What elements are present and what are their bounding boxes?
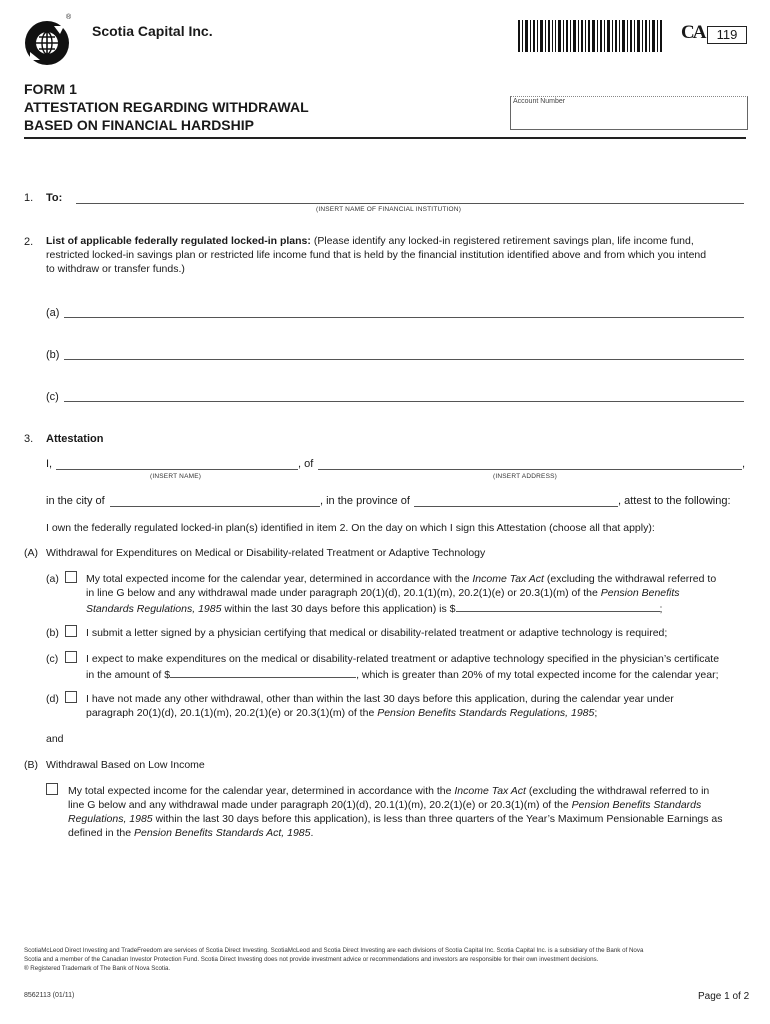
s2-text-1: (Please identify any locked-in registered retirement savings plan, life income fund, bbox=[313, 235, 694, 247]
page-number: Page 1 of 2 bbox=[698, 991, 750, 1002]
footer-line-1: ScotiaMcLeod Direct Investing and TradeFreedom are services of Scotia Direct Investing. ScotiaMcLeod and Scotia Direct Investing are each divisions of Scotia Capital Inc. Scotia Capital Inc. is a subsidiary of the Bank of Nova bbox=[24, 947, 644, 954]
title-line-1: FORM 1 bbox=[24, 81, 77, 97]
registered-mark: ® bbox=[66, 14, 72, 21]
and-text: and bbox=[46, 733, 64, 745]
s2-text-3: to withdraw or transfer funds.) bbox=[46, 263, 185, 275]
low-income-l2-italic: Pension Benefits Standards bbox=[571, 799, 702, 811]
option-b-text: I submit a letter signed by a physician certifying that medical or disability-related treatment or adaptive technology is required; bbox=[86, 627, 668, 639]
low-income-l3-italic: Regulations, 1985 bbox=[68, 813, 153, 825]
low-income-l4-italic: Pension Benefits Standards Act, 1985 bbox=[133, 827, 311, 839]
s2-heading: List of applicable federally regulated locked-in plans: bbox=[46, 235, 311, 247]
name-field[interactable] bbox=[56, 469, 298, 470]
option-a-l3-post: within the last 30 days before this application) is $ bbox=[224, 603, 456, 615]
form-code-prefix: CA bbox=[681, 22, 705, 43]
footer-disclaimer bbox=[24, 946, 643, 973]
option-a-l2-italic: Pension Benefits bbox=[600, 587, 680, 599]
own-plans-text: I own the federally regulated locked-in plan(s) identified in item 2. On the day on which I sign this Attestation (choose all that apply): bbox=[46, 522, 655, 534]
option-d-text bbox=[86, 692, 674, 720]
option-d-l2-end: ; bbox=[594, 707, 598, 719]
account-number-field[interactable] bbox=[510, 96, 748, 130]
income-amount-field[interactable] bbox=[456, 600, 660, 612]
barcode bbox=[518, 20, 664, 52]
option-b-label: (b) bbox=[46, 627, 59, 639]
option-c-l1: I expect to make expenditures on the medical or disability-related treatment or adaptive technology specified in the physician’s certificate bbox=[86, 653, 720, 665]
option-b-checkbox[interactable] bbox=[65, 625, 77, 637]
s2-text-2: restricted locked-in savings plan or restricted life income fund that is held by the financial institution identified above and from which you intend bbox=[46, 249, 707, 261]
attest-comma: , bbox=[742, 458, 746, 470]
option-c-l2-post: , which is greater than 20% of my total expected income for the calendar year; bbox=[356, 669, 719, 681]
insert-name-caption: (INSERT NAME) bbox=[150, 473, 202, 480]
plan-a-label: (a) bbox=[46, 307, 60, 319]
low-income-l4-pre: defined in the bbox=[68, 827, 132, 839]
footer-line-3: ® Registered Trademark of The Bank of Nova Scotia. bbox=[24, 965, 171, 972]
option-d-label: (d) bbox=[46, 693, 59, 705]
account-number-label: Account Number bbox=[513, 98, 566, 105]
option-a-l2-pre: in line G below and any withdrawal made under paragraph 20(1)(d), 20.1(1)(m), 20.2(1)(e) or 20.3(1)(m) of the bbox=[86, 587, 598, 599]
plan-a-field[interactable] bbox=[64, 317, 744, 318]
city-label: in the city of bbox=[46, 495, 105, 507]
insert-address-caption: (INSERT ADDRESS) bbox=[493, 473, 558, 480]
institution-name-field[interactable] bbox=[76, 203, 744, 204]
s1-number: 1. bbox=[24, 192, 34, 204]
s3-label: Attestation bbox=[46, 433, 104, 445]
city-field[interactable] bbox=[110, 506, 320, 507]
low-income-l1-pre: My total expected income for the calendar year, determined in accordance with the bbox=[68, 785, 452, 797]
low-income-l4-end: . bbox=[310, 827, 314, 839]
company-name: Scotia Capital Inc. bbox=[92, 23, 213, 39]
option-d-l2-italic: Pension Benefits Standards Regulations, 1985 bbox=[377, 707, 595, 719]
option-c-label: (c) bbox=[46, 653, 59, 665]
s2-text bbox=[46, 234, 751, 276]
part-a-heading: Withdrawal for Expenditures on Medical or Disability-related Treatment or Adaptive Technology bbox=[46, 547, 486, 559]
attest-following: , attest to the following: bbox=[618, 495, 731, 507]
form-id: 8562113 (01/11) bbox=[24, 992, 75, 999]
s1-label: To: bbox=[46, 192, 63, 204]
form-code-number: 119 bbox=[707, 26, 747, 44]
option-c-l2-pre: in the amount of $ bbox=[86, 669, 171, 681]
low-income-checkbox[interactable] bbox=[46, 783, 58, 795]
s2-number: 2. bbox=[24, 236, 34, 248]
institution-name-caption: (INSERT NAME OF FINANCIAL INSTITUTION) bbox=[316, 206, 462, 213]
attest-i: I, bbox=[46, 458, 53, 470]
low-income-text bbox=[68, 784, 723, 840]
part-a-label: (A) bbox=[24, 547, 38, 559]
province-field[interactable] bbox=[414, 506, 618, 507]
plan-b-label: (b) bbox=[46, 349, 60, 361]
title-line-2: ATTESTATION REGARDING WITHDRAWAL bbox=[24, 99, 309, 115]
address-field[interactable] bbox=[318, 469, 742, 470]
option-d-l1: I have not made any other withdrawal, other than within the last 30 days before this application, during the calendar year under bbox=[86, 693, 674, 705]
part-b-heading: Withdrawal Based on Low Income bbox=[46, 759, 205, 771]
option-a-l1-italic: Income Tax Act bbox=[472, 573, 544, 585]
plan-b-field[interactable] bbox=[64, 359, 744, 360]
plan-c-field[interactable] bbox=[64, 401, 744, 402]
attest-of: , of bbox=[298, 458, 314, 470]
option-a-l1-post: (excluding the withdrawal referred to bbox=[546, 573, 717, 585]
option-a-text bbox=[86, 572, 716, 616]
expenditure-amount-field[interactable] bbox=[170, 666, 356, 678]
low-income-l1-post: (excluding the withdrawal referred to in bbox=[528, 785, 710, 797]
low-income-l3-post: within the last 30 days before this application), is less than three quarters of the Year’s Maximum Pensionable Earnings as bbox=[155, 813, 723, 825]
scotia-logo bbox=[24, 20, 70, 66]
option-c-text bbox=[86, 652, 719, 682]
title-line-3: BASED ON FINANCIAL HARDSHIP bbox=[24, 117, 254, 133]
option-a-l1-pre: My total expected income for the calendar year, determined in accordance with the bbox=[86, 573, 470, 585]
province-label: , in the province of bbox=[320, 495, 410, 507]
option-a-l3-italic: Standards Regulations, 1985 bbox=[86, 603, 222, 615]
footer-line-2: Scotia and a member of the Canadian Investor Protection Fund. Scotia Direct Investing does not provide investment advice or recommendations and investors are responsible for their own investment decisions. bbox=[24, 956, 599, 963]
option-a-label: (a) bbox=[46, 573, 59, 585]
low-income-l1-italic: Income Tax Act bbox=[454, 785, 526, 797]
option-a-checkbox[interactable] bbox=[65, 571, 77, 583]
low-income-l2-pre: line G below and any withdrawal made under paragraph 20(1)(d), 20.1(1)(m), 20.2(1)(e) or 20.3(1)(m) of the bbox=[68, 799, 569, 811]
option-d-checkbox[interactable] bbox=[65, 691, 77, 703]
s3-number: 3. bbox=[24, 433, 34, 445]
option-c-checkbox[interactable] bbox=[65, 651, 77, 663]
header-divider bbox=[24, 137, 746, 139]
part-b-label: (B) bbox=[24, 759, 38, 771]
option-a-l3-end: ; bbox=[659, 603, 663, 615]
form-title bbox=[24, 80, 309, 134]
option-d-l2-pre: paragraph 20(1)(d), 20.1(1)(m), 20.2(1)(e) or 20.3(1)(m) of the bbox=[86, 707, 375, 719]
plan-c-label: (c) bbox=[46, 391, 59, 403]
